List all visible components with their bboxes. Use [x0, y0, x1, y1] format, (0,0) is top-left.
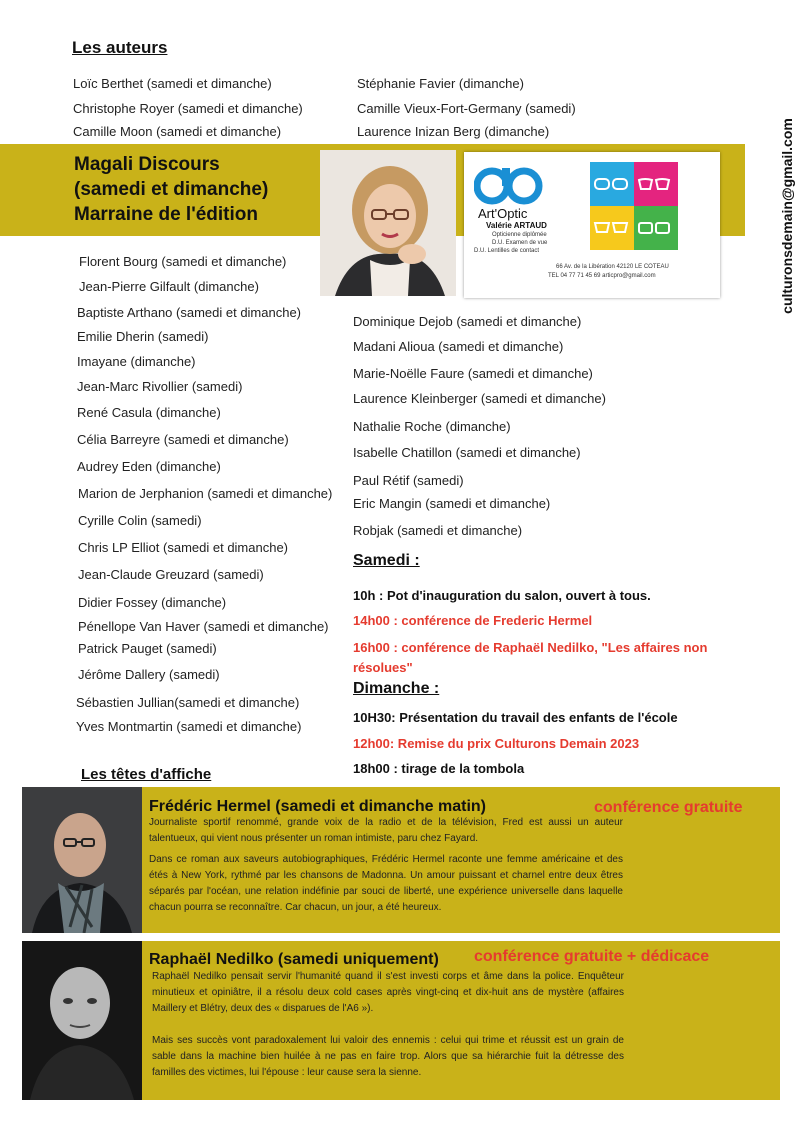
author-item: Audrey Eden (dimanche)	[77, 459, 221, 474]
author-item: Laurence Inizan Berg (dimanche)	[357, 124, 550, 139]
sponsor-contact: TEL 04 77 71 45 69 articpro@gmail.com	[548, 273, 656, 279]
author-item: Cyrille Colin (samedi)	[78, 513, 202, 528]
nedilko-conference: conférence gratuite + dédicace	[474, 948, 710, 965]
event-samedi-3: 16h00 : conférence de Raphaël Nedilko, "Les affaires non	[353, 640, 708, 655]
artoptic-logo-icon	[474, 162, 544, 206]
nedilko-paragraph-2: Mais ses succès vont paradoxalement lui valoir des ennemis : celui qui trime et réussit est un grain de sable dans la machine bien huilée à ne pas en faire trop. Alors que sa hiérarchie fuit la détresse des familles des victimes, lui l'épouse : leur cause sera la sienne.	[152, 1035, 624, 1078]
portrait-image	[22, 941, 142, 1100]
hermel-paragraph-2: Dans ce roman aux saveurs autobiographiques, Frédéric Hermel raconte une femme américaine et des étés à New York, rythmé par les chansons de Madonna. Un amour puissant et charnel entre deux êtres séparés par l'océan, une relation indéfinie par souci de liberté, une expérience universelle dans laquelle chacun pourra se reconnaître. Car chacun, un jour, a été heureux.	[149, 854, 623, 913]
author-item: Célia Barreyre (samedi et dimanche)	[77, 432, 289, 447]
sponsor-address: 66 Av. de la Libération 42120 LE COTEAU	[556, 264, 669, 270]
event-dimanche-3: 18h00 : tirage de la tombola	[353, 761, 525, 776]
sponsor-line: D.U. Examen de vue	[492, 240, 548, 246]
hermel-photo	[22, 787, 142, 933]
author-item: Jean-Marc Rivollier (samedi)	[77, 379, 243, 394]
event-samedi-3-cont: résolues"	[353, 660, 413, 675]
event-samedi-2: 14h00 : conférence de Frederic Hermel	[353, 613, 593, 628]
event-dimanche-1: 10H30: Présentation du travail des enfants de l'école	[353, 710, 678, 725]
nedilko-name: Raphaël Nedilko (samedi uniquement)	[149, 951, 439, 968]
author-item: Camille Moon (samedi et dimanche)	[73, 124, 282, 139]
author-item: Chris LP Elliot (samedi et dimanche)	[78, 540, 289, 555]
sponsor-person: Valérie ARTAUD	[486, 221, 547, 230]
hermel-conference: conférence gratuite	[594, 799, 743, 816]
marraine-block	[74, 152, 268, 227]
hermel-paragraph-1: Journaliste sportif renommé, grande voix de la radio et de la télévision, Fred est aussi un auteur talentueux, qui vient nous présenter un roman intimiste, paru chez Fayard.	[149, 817, 623, 844]
sponsor-line: Opticienne diplômée	[492, 232, 547, 238]
dimanche-title: Dimanche :	[353, 680, 440, 697]
author-item: Loïc Berthet (samedi et dimanche)	[73, 76, 272, 91]
sponsor-logo-text: Art'Optic	[478, 206, 528, 221]
hermel-name: Frédéric Hermel (samedi et dimanche matin)	[149, 798, 486, 815]
sponsor-card	[464, 152, 720, 298]
marraine-days: (samedi et dimanche)	[74, 179, 269, 200]
tetes-title: Les têtes d'affiche	[81, 766, 212, 783]
author-item: Laurence Kleinberger (samedi et dimanche)	[353, 391, 606, 406]
marraine-photo	[320, 150, 456, 296]
samedi-title: Samedi :	[353, 552, 420, 569]
event-dimanche-2: 12h00: Remise du prix Culturons Demain 2023	[353, 736, 640, 751]
author-item: Christophe Royer (samedi et dimanche)	[73, 101, 303, 116]
author-item: Jérôme Dallery (samedi)	[78, 667, 220, 682]
nedilko-photo	[22, 941, 142, 1100]
email-text: culturonsdemain@gmail.com	[779, 118, 795, 314]
author-item: Nathalie Roche (dimanche)	[353, 419, 511, 434]
author-item: René Casula (dimanche)	[77, 405, 221, 420]
sponsor-line: D.U. Lentilles de contact	[474, 248, 540, 254]
email-vertical	[777, 96, 797, 336]
author-item: Yves Montmartin (samedi et dimanche)	[76, 719, 302, 734]
author-item: Baptiste Arthano (samedi et dimanche)	[77, 305, 302, 320]
author-item: Emilie Dherin (samedi)	[77, 329, 209, 344]
portrait-image	[320, 150, 456, 296]
author-item: Imayane (dimanche)	[77, 354, 196, 369]
author-item: Pénellope Van Haver (samedi et dimanche)	[78, 619, 329, 634]
portrait-image	[22, 787, 142, 933]
author-item: Didier Fossey (dimanche)	[78, 595, 227, 610]
author-item: Eric Mangin (samedi et dimanche)	[353, 496, 551, 511]
author-item: Stéphanie Favier (dimanche)	[357, 76, 524, 91]
author-item: Marion de Jerphanion (samedi et dimanche)	[78, 486, 333, 501]
author-item: Isabelle Chatillon (samedi et dimanche)	[353, 445, 581, 460]
glasses-drawing-icon	[590, 162, 678, 250]
marraine-name: Magali Discours	[74, 154, 220, 175]
author-item: Patrick Pauget (samedi)	[78, 641, 217, 656]
marraine-role: Marraine de l'édition	[74, 204, 258, 225]
author-item: Dominique Dejob (samedi et dimanche)	[353, 314, 582, 329]
author-item: Jean-Claude Greuzard (samedi)	[78, 567, 264, 582]
author-item: Jean-Pierre Gilfault (dimanche)	[79, 279, 259, 294]
event-samedi-1: 10h : Pot d'inauguration du salon, ouvert à tous.	[353, 588, 651, 603]
author-item: Madani Alioua (samedi et dimanche)	[353, 339, 564, 354]
author-item: Marie-Noëlle Faure (samedi et dimanche)	[353, 366, 593, 381]
author-item: Sébastien Jullian(samedi et dimanche)	[76, 695, 300, 710]
author-item: Camille Vieux-Fort-Germany (samedi)	[357, 101, 576, 116]
glasses-grid	[590, 162, 678, 250]
author-item: Florent Bourg (samedi et dimanche)	[79, 254, 287, 269]
nedilko-paragraph-1: Raphaël Nedilko pensait servir l'humanité quand il s'est investi corps et âme dans la police. Enquêteur minutieux et opiniâtre, il a résolu deux cold cases après vingt-cinq et dix-huit ans de mystère (affaires Maillery et Blétry, deux des « disparues de l'A6 »).	[152, 971, 624, 1014]
authors-title: Les auteurs	[72, 38, 168, 57]
author-item: Robjak (samedi et dimanche)	[353, 523, 523, 538]
author-item: Paul Rétif (samedi)	[353, 473, 464, 488]
